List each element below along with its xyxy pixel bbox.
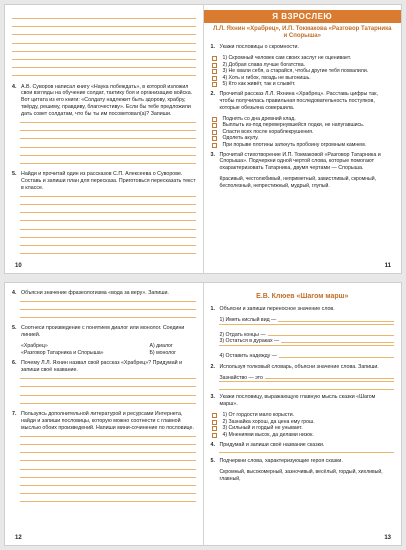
order-item-2[interactable] [211, 122, 395, 129]
option-label: 1) От гордости мало корысти. [222, 412, 295, 419]
option-5[interactable] [211, 81, 395, 88]
task-text: Соотнеси произведение с понятием диалог или монолог. Соедини линией. [21, 325, 185, 339]
page-number: 11 [384, 263, 391, 269]
option-label: 2) Зазнайка хорош, да цена ему грош. [222, 418, 315, 425]
word-list[interactable]: Красивый, честолюбивый, неприметный, завистливый, скромный, бесполезный, непрестижный, мудрый, глупый. [219, 176, 376, 189]
answer-lines-task6 [12, 378, 196, 404]
fill-item-3[interactable] [211, 338, 395, 345]
page-12 [5, 283, 204, 545]
item-label: 3) Остаться в дураках — [219, 338, 280, 345]
page-10 [5, 5, 204, 273]
task-5 [12, 325, 196, 339]
section-banner: Я ВЗРОСЛЕЮ [204, 10, 402, 23]
task-3 [211, 152, 395, 173]
checkbox[interactable] [212, 433, 217, 438]
task-number: 1. [210, 44, 215, 50]
number-box[interactable] [212, 143, 217, 148]
option-label: При порыве плотины заткнуть пробоину огромным камнем. [222, 141, 367, 148]
answer-lines-task4 [12, 301, 196, 318]
work-title: «Храбрец» [21, 343, 48, 350]
option-label: Поднять со дна древний клад. [222, 115, 296, 122]
task-4 [12, 290, 196, 297]
task-number: 5. [12, 325, 17, 332]
lesson-title: Л.Л. Яхнин «Храбрец», И.П. Токмакова «Разговор Татарника и Спорыша» [213, 26, 392, 39]
option-4[interactable] [211, 432, 395, 439]
checkbox[interactable] [212, 69, 217, 74]
option-label: 3) Сильный и гордый не унывает. [222, 425, 303, 432]
page-number: 10 [15, 263, 22, 269]
item-label: 1) Иметь кислый вид — [219, 316, 277, 323]
fill-item-4[interactable] [211, 353, 395, 360]
term: Б) монолог [149, 349, 177, 356]
task-text: Объясни значение фразеологизма «вода за веру». Запиши. [21, 290, 169, 296]
task-text: Пользуясь дополнительной литературой и ресурсами Интернета, найди и запиши пословицы, которую можно соотнести с главной мыслью обоих произведений. Напиши мини-сочинение по пословице. [21, 411, 194, 431]
item-label: 2) Отдать концы — [219, 331, 266, 338]
task-number: 2. [210, 90, 215, 97]
task-number: 4. [210, 441, 215, 448]
option-label: 5) Кто как живёт, так и слывёт. [222, 81, 296, 88]
option-label: 1) Скромный человек сам своих заслуг не оценивает. [222, 54, 352, 61]
term: А) диалог [149, 343, 173, 350]
match-row-1[interactable] [12, 343, 196, 350]
option-label: 3) Не хвали себя, а старайся, чтобы другие тебя похвалили. [222, 68, 369, 75]
task-2 [211, 364, 395, 371]
task-7 [12, 411, 196, 432]
task-text: А.В. Суворов написал книгу «Наука побеждать», в которой изложил свои взгляды на обучение солдат, тактику боя и организацию войска. Вот цитата из его книги: «Солдату надлежит быть здорову, храбру, твёрду, решиму, правдиву, благочестиву». Если бы тебе предложили дать совет солдатам, что бы ты им посоветовал(а)? Запиши. [21, 83, 193, 118]
answer-lines-task4 [12, 122, 196, 164]
task-text: Прочитай стихотворение И.П. Токмаковой «Разговор Татарника и Спорыша». Подчеркни одной чертой слова, которые помогают охарактеризовать Татарника, двумя чертами — Спорыша. [219, 151, 381, 172]
top-spread [4, 4, 402, 274]
task-text: Укажи пословицу, выражающую главную мысль сказки «Шагом марш». [219, 394, 376, 408]
task-number: 3. [210, 151, 215, 158]
task-number: 5. [12, 171, 17, 178]
task-3 [211, 394, 395, 408]
option-1[interactable] [211, 412, 395, 419]
page-number: 13 [384, 535, 391, 541]
answer-lines-task5 [12, 196, 196, 254]
lesson-title: Е.В. Клюев «Шагом марш» [256, 293, 349, 300]
fill-item-2[interactable] [211, 332, 395, 339]
task-text: Укажи пословицы о скромности. [219, 44, 299, 50]
option-label: 2) Добрая слава лучше богатства. [222, 61, 306, 68]
work-title: «Разговор Татарника и Спорыша» [21, 349, 104, 356]
number-box[interactable] [212, 130, 217, 135]
option-label: Выплыть из-под перевернувшейся лодки, не напугавшись. [222, 122, 365, 129]
task-5 [211, 458, 395, 465]
task1-options [211, 55, 395, 88]
order-item-4[interactable] [211, 135, 395, 142]
match-row-2[interactable] [12, 350, 196, 357]
number-box[interactable] [212, 136, 217, 141]
task-text: Почему Л.Л. Яхнин назвал свой рассказ «Храбрец»? Придумай и запиши своё название. [21, 360, 183, 374]
task-5 [12, 171, 196, 192]
task2-options [211, 116, 395, 149]
answer-lines-top [12, 18, 196, 76]
task-number: 6. [12, 360, 17, 367]
number-box[interactable] [212, 123, 217, 128]
task-number: 3. [210, 394, 215, 401]
task3-options [211, 412, 395, 438]
option-label: 4) Мнениями высок, да делами низок. [222, 431, 314, 438]
definition-field[interactable] [211, 375, 395, 382]
checkbox[interactable] [212, 426, 217, 431]
checkbox[interactable] [212, 56, 217, 61]
option-1[interactable] [211, 55, 395, 62]
word-label: Зазнайство — это [219, 374, 263, 381]
task-number: 2. [210, 363, 215, 370]
task-number: 4. [12, 83, 17, 90]
option-3[interactable] [211, 68, 395, 75]
bottom-spread [4, 282, 402, 546]
word-list[interactable]: Скромный, высокомерный, зазночивый, весёлый, гордый, хихливый, главный, [219, 469, 383, 482]
option-label: Спасти всех после кораблекрушения. [222, 128, 314, 135]
checkbox[interactable] [212, 420, 217, 425]
task-number: 7. [12, 411, 17, 418]
option-label: Одолеть акулу. [222, 135, 259, 142]
task-2 [211, 91, 395, 112]
task-text: Используя толковый словарь, объясни значение слова. Запиши. [219, 363, 379, 370]
task-4 [211, 442, 395, 449]
option-3[interactable] [211, 425, 395, 432]
task-text: Подчеркни слова, характеризующие героя сказки. [219, 458, 343, 465]
task-number: 1. [210, 306, 215, 312]
checkbox[interactable] [212, 76, 217, 81]
page-13 [204, 283, 402, 545]
task-text: Прочитай рассказ Л.Л. Яхнина «Храбрец». Расставь цифры так, чтобы получилась правильная последовательность поступков, которые обезьяна совершила. [219, 90, 378, 111]
task-text: Найди и прочитай один из рассказов С.П. Алексеева о Суворове. Составь и запиши план для пересказа. Приготовься пересказать текст в классе. [21, 171, 196, 191]
task-text: Объясни и запиши переносное значение слов. [219, 306, 335, 312]
page-11 [204, 5, 402, 273]
number-box[interactable] [212, 117, 217, 122]
order-item-5[interactable] [211, 142, 395, 149]
task-6 [12, 360, 196, 374]
task-number: 4. [12, 290, 17, 296]
option-label: 4) Хоть и гибок, гвоздь не выгонишь. [222, 74, 311, 81]
item-label: 4) Оставить надежду — [219, 353, 277, 360]
checkbox[interactable] [212, 63, 217, 68]
task-number: 5. [210, 458, 215, 465]
page-number: 12 [15, 535, 22, 541]
task-1 [211, 306, 395, 313]
task-text: Придумай и запиши своё название сказки. [219, 441, 325, 448]
order-item-3[interactable] [211, 129, 395, 136]
option-4[interactable] [211, 75, 395, 82]
answer-lines-task7 [12, 436, 196, 503]
fill-item-1[interactable] [211, 317, 395, 324]
checkbox[interactable] [212, 413, 217, 418]
checkbox[interactable] [212, 82, 217, 87]
task-1 [211, 44, 395, 51]
task-4 [12, 84, 196, 119]
